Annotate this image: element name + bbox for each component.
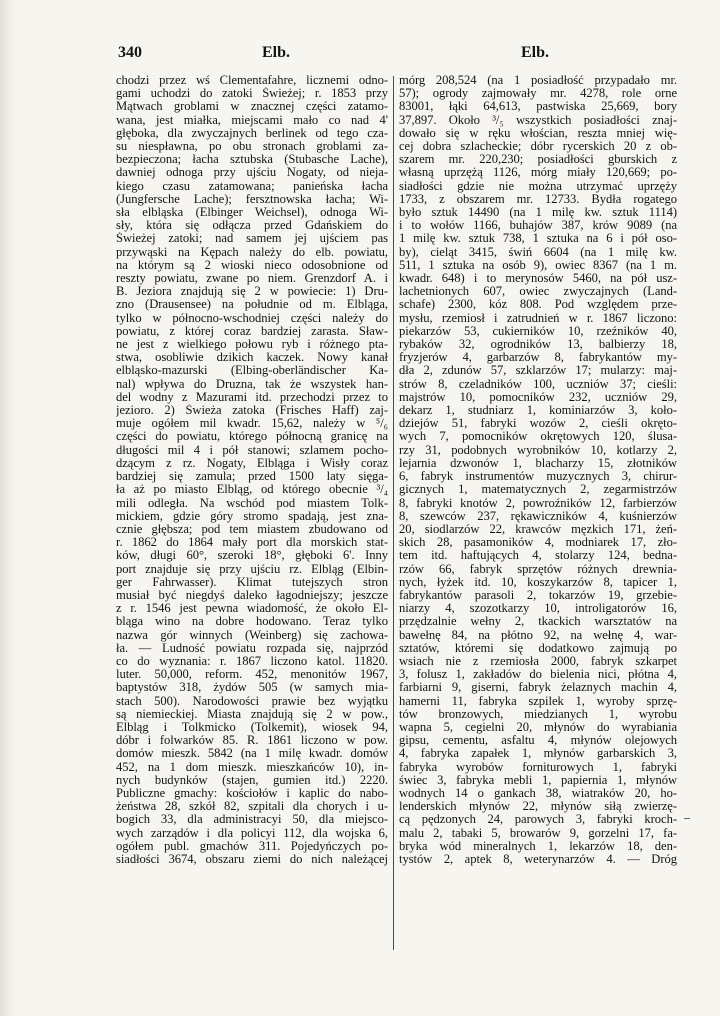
text-line: nych, łyżek itd. 10, koszykarzów 8, tapicer 1, (399, 575, 677, 589)
text-line: 37,897. Około ³/₅ wszystkich posiadłości znaj- (399, 113, 677, 127)
text-line: niarzy 4, szozotkarzy 10, introligatorów 16, (399, 602, 677, 616)
text-line: piekarzów 53, cukierników 10, rzeźników 40, (399, 324, 677, 338)
text-line: dóbr i folwarków 85. R. 1861 liczono w pow. (116, 734, 388, 748)
text-line: są niemieckiej. Miasta znajdują się 2 w pow., (116, 707, 388, 721)
text-line: siadłości gdzie nie można utrzymać uprzęży (399, 179, 677, 193)
text-line: dowało się w ręku włościan, reszta mniej wię- (399, 126, 677, 140)
text-line: 20, siodlarzów 22, krawców męzkich 171, żeń- (399, 522, 677, 536)
text-line: ła aż po miasto Elbląg, od którego obecnie ³/₄ (116, 483, 388, 497)
text-line: 8, szewców 237, rękawiczników 4, kuśnierzów (399, 509, 677, 523)
left-text-column (116, 74, 388, 954)
text-line: muje ogółem mil kwadr. 15,62, należy w ⁵/₆ (116, 417, 388, 431)
text-line: świec 3, fabryka mebli 1, papiernia 1, młynów (399, 773, 677, 787)
text-line: rybaków 32, ogrodników 13, balbierzy 18, (399, 338, 677, 352)
text-line: sztatów, któremi się dodatkowo zajmują po (399, 641, 677, 655)
text-line: 57); ogrody zajmowały mr. 4278, role orne (399, 87, 677, 101)
text-line: tem itd. haftujących 4, stolarzy 124, bednа- (399, 549, 677, 563)
text-line: wych zarządów i dla policyi 112, dla wojska 6, (116, 826, 388, 840)
text-line: schafe) 2300, kóz 808. Pod względem prze- (399, 298, 677, 312)
text-line: zno (Drausensee) na południe od m. Elbląga, (116, 298, 388, 312)
text-line: fabrykantów parasoli 2, tokarzów 19, grzebie- (399, 588, 677, 602)
text-line: lachetnionych 607, owiec zwyczajnych (Land- (399, 285, 677, 299)
text-line: wapna 5, cegielni 20, młynów do wyrabiania (399, 720, 677, 734)
text-line: tystów 2, aptek 8, weterynarzów 4. — Dróg (399, 852, 677, 866)
text-line: kwadr. 648) i to merynosów 5460, na pół usz- (399, 272, 677, 286)
text-line: dekarz 1, studniarz 1, kominiarzów 3, koło- (399, 404, 677, 418)
page-number: 340 (118, 44, 142, 61)
text-line: 8, fabryki knotów 2, powroźników 12, farbierzów (399, 496, 677, 510)
text-line: tylko w północno-wschodniej części należy do (116, 311, 388, 325)
text-line: mickiem, gdzie góry stromo spadają, jest zna- (116, 509, 388, 523)
text-line: cej dobra szlacheckie; dóbr rycerskich 20 z ob- (399, 140, 677, 154)
margin-mark (684, 818, 690, 819)
text-line: port znajduje się przy ujściu rz. Elbląg (Elbin- (116, 562, 388, 576)
text-line: 6, fabryk instrumentów muzycznych 3, chirur- (399, 470, 677, 484)
text-line: bląga wino na dobre hodowano. Teraz tylko (116, 615, 388, 629)
text-line: jezioro. 2) Świeża zatoka (Frisches Haff) zaj- (116, 404, 388, 418)
text-line: przywąski na Kępach należy do elb. powiatu, (116, 245, 388, 259)
text-line: reszty powiatu, zwane po niem. Grenzdorf A. i (116, 272, 388, 286)
text-line: farbiarni 9, giserni, fabryk żelaznych machin 4, (399, 681, 677, 695)
text-line: nazwa gór winnych (Weinberg) się zachowa- (116, 628, 388, 642)
text-line: lenderskich młynów 22, młynów siłą zwierzę- (399, 800, 677, 814)
text-line: domów mieszk. 5842 (na 1 milę kwadr. domów (116, 747, 388, 761)
text-line: kiego czasu zatamowana; panieńska łacha (116, 179, 388, 193)
text-line: sły, która się odłącza przed Gdańskiem do (116, 219, 388, 233)
text-line: bawełnę 84, na płótno 92, na wełnę 4, war- (399, 628, 677, 642)
text-line: elbląsko-mazurski (Elbing-oberländischer Ka- (116, 364, 388, 378)
text-line: cą pędzonych 24, parowych 3, fabryki kroch- (399, 813, 677, 827)
text-line: chodzi przez wś Clementafahre, licznemi odno- (116, 74, 388, 87)
text-line: rzy 31, podobnych wyrobników 10, kotlarzy 2, (399, 443, 677, 457)
text-line: 1733, z obszarem mr. 12733. Bydła rogatego (399, 192, 677, 206)
text-line: bryka wód mineralnych 1, lekarzów 18, den- (399, 839, 677, 853)
text-line: gicznych 1, matematycznych 2, zegarmistrzów (399, 483, 677, 497)
text-line: co do wyznania: r. 1867 liczono katol. 11820. (116, 654, 388, 668)
text-line: ogółem publ. gmachów 311. Pojedyńczych po- (116, 839, 388, 853)
text-line: rzów 66, fabryk sprzętów różnych drewnia- (399, 562, 677, 576)
text-line: i to wołów 1166, buhajów 387, krów 9089 (na (399, 219, 677, 233)
text-line: fryzjerów 4, garbarzów 8, fabrykantów my- (399, 351, 677, 365)
text-line: ger Fahrwasser). Klimat tutejszych stron (116, 575, 388, 589)
text-line: 452, na 1 dom mieszk. mieszkańców 10), in- (116, 760, 388, 774)
text-line: musiał być niegdyś daleko łagodniejszy; jeszcze (116, 588, 388, 602)
text-line: wana, jest miałka, miejscami mało co nad 4' (116, 113, 388, 127)
text-line: by), cieląt 3415, świń 6604 (na 1 milę kw. (399, 245, 677, 259)
text-line: lejarnia dzwonów 1, blacharzy 15, złotników (399, 456, 677, 470)
text-line: 4, fabryka zapałek 1, młynów garbarskich 3, (399, 747, 677, 761)
text-line: Mątwach groblami w znacznej części zatamo- (116, 100, 388, 114)
text-line: żeństwa 28, szkół 82, szpitali dla chorych i u- (116, 800, 388, 814)
text-line: 83001, łąki 64,613, pastwiska 25,669, bory (399, 100, 677, 114)
text-line: del wodny z Mazurami itd. przechodzi przez to (116, 390, 388, 404)
text-line: bogich 33, dla administracyi 50, dla miejsco- (116, 813, 388, 827)
text-line: bezpieczona; łacha sztubska (Stubasche Lache), (116, 153, 388, 167)
text-line: szarem mr. 220,230; posiadłości gburskich z (399, 153, 677, 167)
text-line: 3, folusz 1, zakładów do bielenia nici, płótna 4, (399, 668, 677, 682)
text-line: su niespławna, po obu stronach groblami za- (116, 140, 388, 154)
text-line: mili odległa. Na wschód pod miastem Tolk- (116, 496, 388, 510)
text-line: dzącym z rz. Nogaty, Elbląga i Wisły coraz (116, 456, 388, 470)
column-divider (393, 76, 394, 950)
text-line: stwa, osobliwie dzikich kaczek. Nowy kanał (116, 351, 388, 365)
scan-edge-shadow (0, 0, 14, 1016)
page-header (0, 44, 720, 68)
text-line: z r. 1546 jest pewna wiadomość, że około El- (116, 602, 388, 616)
text-line: wych 7, pomocników okrętowych 120, ślusa- (399, 430, 677, 444)
text-line: sła elbląska (Elbinger Weichsel), odnoga Wi- (116, 206, 388, 220)
text-line: było sztuk 14490 (na 1 milę kw. sztuk 1114) (399, 206, 677, 220)
text-line: bardziej się zamula; przed 1500 laty sięga- (116, 470, 388, 484)
text-line: malu 2, tabaki 5, browarów 9, gorzelni 17, fa- (399, 826, 677, 840)
text-line: długości mil 4 i pół stanowi; szlamem pocho- (116, 443, 388, 457)
text-line: ków, długi 60°, szeroki 18°, głęboki 6'. Inny (116, 549, 388, 563)
text-line: na którym są 2 wioski nieco odosobnione od (116, 258, 388, 272)
text-line: mórg 208,524 (na 1 posiadłość przypadało mr. (399, 74, 677, 87)
text-line: mysłu, rzemiosł i zatrudnień w r. 1867 liczono: (399, 311, 677, 325)
text-line: 511, 1 sztuka na osób 9), owiec 8367 (na 1 m. (399, 258, 677, 272)
text-line: (Jungfersche Lache); fersztnowska łacha; Wi- (116, 192, 388, 206)
text-line: Publiczne gmachy: kościołów i kaplic do nabo- (116, 786, 388, 800)
text-line: ła. — Ludność powiatu rozpada się, najprzód (116, 641, 388, 655)
text-line: dziejów 51, fabryki wozów 2, cieśli okręto- (399, 417, 677, 431)
text-line: cznie głębsza; pod tem miastem zbudowano od (116, 522, 388, 536)
text-line: nych budynków (stajen, gumien itd.) 2220. (116, 773, 388, 787)
text-line: gipsu, cementu, asfaltu 4, młynów olejowych (399, 734, 677, 748)
text-line: 1 milę kw. sztuk 738, 1 sztuka na 6 i pół oso- (399, 232, 677, 246)
text-line: części do powiatu, którego północną granicę na (116, 430, 388, 444)
text-line: głęboka, dla zwyczajnych berlinek od tego cza- (116, 126, 388, 140)
text-line: ne jest z wielkiego połowu ryb i różnego pta- (116, 338, 388, 352)
text-line: Elbląg i Tolkmicko (Tolkemit), wiosek 94, (116, 720, 388, 734)
text-line: własną uprzężą 1126, mórg miały 120,669; po- (399, 166, 677, 180)
text-line: powiatu, z której coraz bardziej zarasta. Sław- (116, 324, 388, 338)
text-line: wodnych 14 o gankach 38, wiatraków 20, ho- (399, 786, 677, 800)
text-line: B. Jeziora znajdują się 2 w powiecie: 1) Dru- (116, 285, 388, 299)
text-line: przędzalnie wełny 2, tkackich warsztatów na (399, 615, 677, 629)
text-line: gami uchodzi do zatoki Świeżej; r. 1853 przy (116, 87, 388, 101)
text-line: siadłości 3674, obszaru ziemi do nich należącej (116, 852, 388, 866)
text-line: hamerni 11, fabryka szpilek 1, wyroby sprzę- (399, 694, 677, 708)
text-line: fabryka wyrobów forniturowych 1, fabryki (399, 760, 677, 774)
text-line: strów 8, czeladników 100, uczniów 37; cieśli: (399, 377, 677, 391)
text-line: majstrów 10, pomocników 232, uczniów 29, (399, 390, 677, 404)
running-head-right: Elb. (521, 44, 550, 61)
text-line: dawniej odnoga przy ujściu Nogaty, od nieja- (116, 166, 388, 180)
text-line: baptystów 318, żydów 505 (w samych mia- (116, 681, 388, 695)
text-line: tów bronzowych, miedzianych 1, wyrobu (399, 707, 677, 721)
text-line: Świeżej zatoki; nad samem jej ujściem pas (116, 232, 388, 246)
text-line: r. 1862 do 1864 mały port dla morskich stat- (116, 536, 388, 550)
text-line: dła 2, zdunów 57, szklarzów 17; mularzy: maj- (399, 364, 677, 378)
text-line: luter. 50,000, reform. 452, menonitów 1967, (116, 668, 388, 682)
text-line: wsiach nie z rzemiosła 2000, fabryk szkarpet (399, 654, 677, 668)
text-line: stach 500). Narodowości prawie bez wyjątku (116, 694, 388, 708)
text-line: nal) wpływa do Druzna, tak że wszystek han- (116, 377, 388, 391)
running-head-left: Elb. (262, 44, 291, 61)
right-text-column (399, 74, 677, 954)
text-line: skich 28, pasamoników 4, modniarek 17, zło- (399, 536, 677, 550)
